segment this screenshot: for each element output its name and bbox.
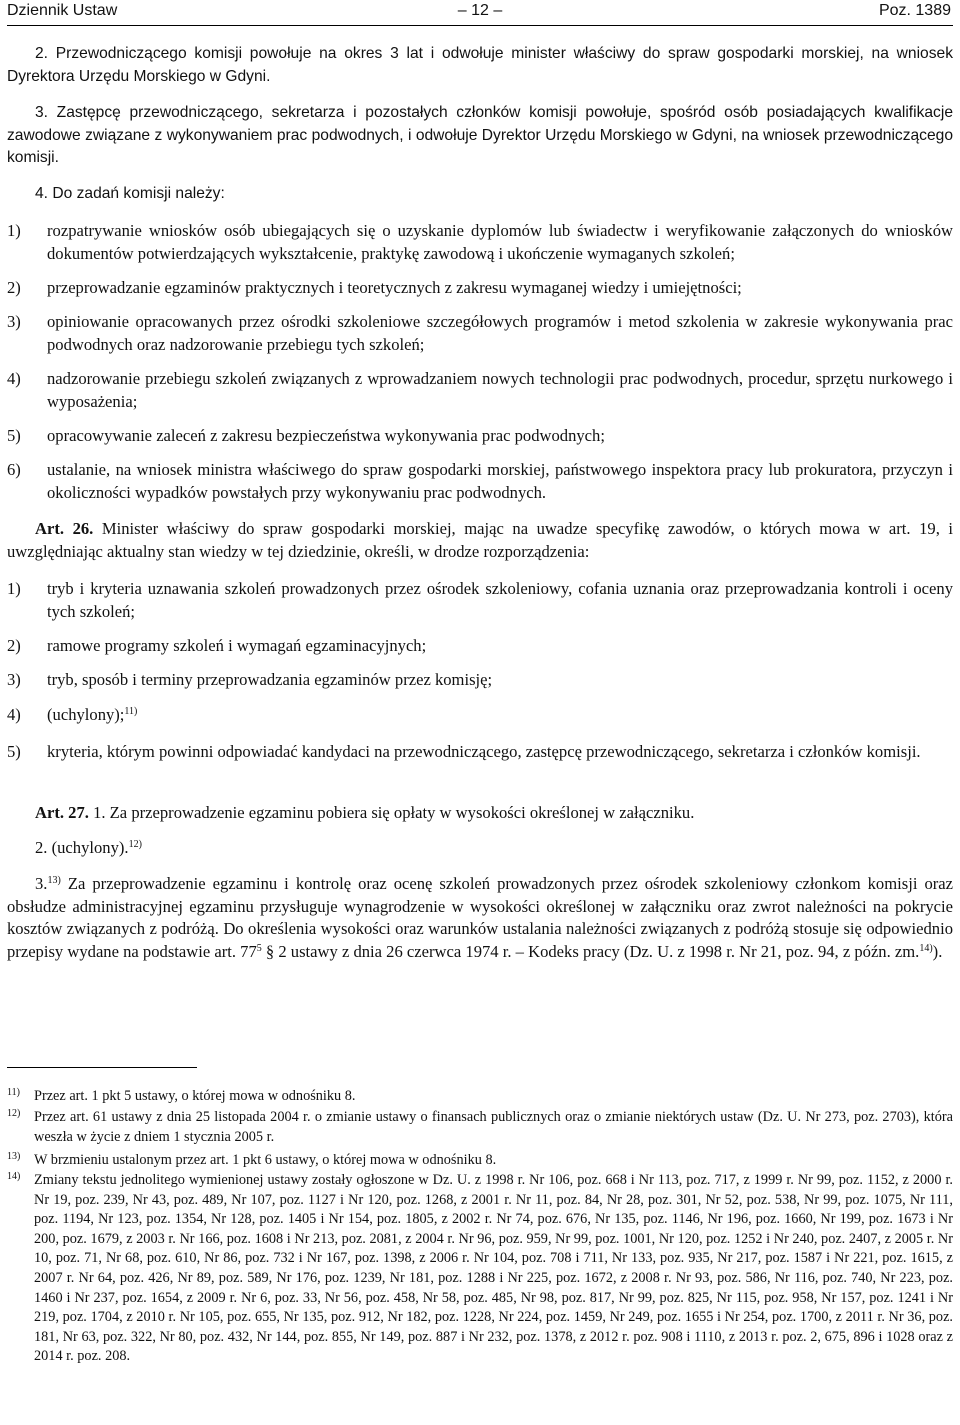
footnote-separator: [7, 1067, 197, 1068]
list-text: przeprowadzanie egzaminów praktycznych i teoretycznych z zakresu wymaganej wiedzy i umiejętności;: [47, 278, 742, 297]
list-item: [7, 669, 953, 692]
list-text: (uchylony);: [47, 705, 125, 724]
paragraph-text-cont: § 2 ustawy z dnia 26 czerwca 1974 r. – Kodeks pracy (Dz. U. z 1998 r. Nr 21, poz. 94, z późn. zm.: [261, 941, 920, 961]
footnote: [7, 1087, 953, 1107]
list-item: [7, 368, 953, 413]
article-label: Art. 26.: [35, 519, 94, 538]
list-text: ramowe programy szkoleń i wymagań egzaminacyjnych;: [47, 636, 427, 655]
footnote-mark: 11): [7, 1087, 20, 1098]
list-text: rozpatrywanie wniosków osób ubiegających się o uzyskanie dyplomów lub świadectw i weryfikowanie załączonych do wniosków dokumentów potwierdzających wykształcenie, praktykę zawodową i ukończenie wymaganych szkoleń;: [47, 221, 953, 263]
footnote-ref: 14): [919, 942, 933, 954]
list-number: 5): [7, 426, 21, 445]
position-number: Poz. 1389: [878, 2, 951, 19]
list-number: 5): [7, 742, 21, 761]
footnote-mark: 13): [7, 1151, 21, 1162]
list-number: 2): [7, 636, 21, 655]
paragraph-3: 3. Zastępcę przewodniczącego, sekretarza i pozostałych członków komisji powołuje, spośród osób posiadających kwalifikacje zawodowe związane z wykonywaniem prac podwodnych, i odwołuje Dyrektor Urzędu Morskiego w Gdyni, na wniosek przewodniczącego komisji.: [7, 104, 953, 167]
list-item: [7, 578, 953, 623]
list-text: opracowywanie zaleceń z zakresu bezpieczeństwa wykonywania prac podwodnych;: [47, 426, 605, 445]
list-text: tryb i kryteria uznawania szkoleń prowadzonych przez ośrodek szkoleniowy, cofania uznania oraz przeprowadzania kontroli i oceny tych szkoleń;: [47, 579, 953, 621]
article-26: [7, 518, 953, 563]
footnote: [7, 1108, 953, 1147]
footnote-mark: 12): [7, 1108, 21, 1119]
footnote-text: Zmiany tekstu jednolitego wymienionej ustawy zostały ogłoszone w Dz. U. z 1998 r. Nr 106, poz. 668 i Nr 113, poz. 717, z 1999 r. Nr 99, poz. 1152, z 2000 r. Nr 19, poz. 239, Nr 43, poz. 489, Nr 107, poz. 1127 i Nr 120, poz. 1268, z 2001 r. Nr 11, poz. 84, Nr 28, poz. 301, Nr 52, poz. 538, Nr 99, poz. 1075, Nr 111, poz. 1194, Nr 123, poz. 1354, Nr 128, poz. 1405 i Nr 154, poz. 1805, z 2002 r. Nr 74, poz. 676, Nr 135, poz. 1146, Nr 196, poz. 1660, Nr 199, poz. 1673 i Nr 200, poz. 1679, z 2003 r. Nr 166, poz. 1608 i Nr 213, poz. 2081, z 2004 r. Nr 96, poz. 959, Nr 99, poz. 1001, Nr 120, poz. 1252 i Nr 240, poz. 2407, z 2005 r. Nr 10, poz. 71, Nr 68, poz. 610, Nr 86, poz. 732 i Nr 167, poz. 1398, z 2006 r. Nr 104, poz. 708 i 711, Nr 133, poz. 935, Nr 217, poz. 1587 i Nr 221, poz. 1615, z 2007 r. Nr 64, poz. 426, Nr 89, poz. 589, Nr 176, poz. 1239, Nr 181, poz. 1288 i Nr 225, poz. 1672, z 2008 r. Nr 93, poz. 586, Nr 116, poz. 740, Nr 223, poz. 1460 i Nr 237, poz. 1654, z 2009 r. Nr 6, poz. 33, Nr 56, poz. 458, Nr 58, poz. 485, Nr 98, poz. 817, Nr 99, poz. 825, Nr 115, poz. 958, Nr 157, poz. 1241 i Nr 219, poz. 1704, z 2010 r. Nr 105, poz. 655, Nr 135, poz. 912, Nr 182, poz. 1228, Nr 224, poz. 1459, Nr 249, poz. 1655 i Nr 254, poz. 1700, z 2011 r. Nr 36, poz. 181, Nr 63, poz. 322, Nr 80, poz. 432, Nr 144, poz. 855, Nr 149, poz. 887 i Nr 232, poz. 1378, z 2012 r. poz. 908 i 1110, z 2013 r. poz. 2, 675, 896 i 1028 oraz z 2014 r. poz. 208.: [34, 1172, 953, 1365]
list-number: 2): [7, 278, 21, 297]
list-text: kryteria, którym powinni odpowiadać kandydaci na przewodniczącego, zastępcę przewodniczącego, sekretarza i członków komisji.: [47, 742, 921, 761]
list-item: [7, 704, 953, 727]
article-27: [7, 802, 953, 825]
list-item: [7, 220, 953, 265]
list-number: 4): [7, 369, 21, 388]
article-text: 1. Za przeprowadzenie egzaminu pobiera się opłaty w wysokości określonej w załączniku.: [88, 803, 695, 822]
article-27-paragraph-2: [7, 837, 953, 860]
footnote-mark: 14): [7, 1171, 21, 1182]
footnote: [7, 1151, 953, 1171]
list-text: tryb, sposób i terminy przeprowadzania egzaminów przez komisję;: [47, 670, 493, 689]
list-number: 4): [7, 705, 21, 724]
article-text: Minister właściwy do spraw gospodarki morskiej, mając na uwadze specyfikę zawodów, o których mowa w art. 19, i uwzględniając aktualny stan wiedzy w tej dziedzinie, określi, w drodze rozporządzenia:: [7, 519, 954, 561]
list-number: 6): [7, 460, 21, 479]
footnote-ref: 12): [128, 839, 142, 850]
list-text: opiniowanie opracowanych przez ośrodki szkoleniowe szczegółowych programów i metod szkolenia w zakresie wykonywania prac podwodnych oraz nadzorowanie przebiegu tych szkoleń;: [47, 312, 953, 354]
footnote-ref: 11): [124, 706, 138, 717]
list-text: ustalanie, na wniosek ministra właściwego do spraw gospodarki morskiej, państwowego inspektora pracy lub prokuratora, przyczyn i okoliczności wypadków powstałych przy wykonywaniu prac podwodnych.: [47, 460, 953, 502]
page-number: – 12 –: [457, 2, 503, 19]
list-item: [7, 741, 953, 764]
article-label: Art. 27.: [35, 803, 89, 822]
paragraph-2: 2. Przewodniczącego komisji powołuje na okres 3 lat i odwołuje minister właściwy do spraw gospodarki morskiej, na wniosek Dyrektora Urzędu Morskiego w Gdyni.: [7, 45, 953, 85]
list-item: [7, 459, 953, 504]
paragraph-number: 3.: [35, 874, 48, 893]
list-item: [7, 311, 953, 356]
paragraph-text: 2. (uchylony).: [35, 838, 129, 857]
list-item: [7, 635, 953, 658]
footnote-text: W brzmieniu ustalonym przez art. 1 pkt 6 ustawy, o której mowa w odnośniku 8.: [34, 1152, 497, 1168]
paragraph-text-end: ).: [932, 941, 943, 961]
superscript-index: 5: [256, 942, 262, 954]
footnote-text: Przez art. 1 pkt 5 ustawy, o której mowa w odnośniku 8.: [34, 1088, 356, 1104]
paragraph-4: 4. Do zadań komisji należy:: [35, 185, 225, 202]
list-text: nadzorowanie przebiegu szkoleń związanych z wprowadzaniem nowych technologii prac podwodnych, procedur, sprzętu nurkowego i wyposażenia;: [47, 369, 953, 411]
journal-title: Dziennik Ustaw: [7, 2, 118, 19]
paragraph-text: Za przeprowadzenie egzaminu i kontrolę oraz ocenę szkoleń prowadzonych przez ośrodek szkoleniowy członkom komisji oraz obsłudze administracyjnej egzaminu przysługuje wynagrodzenie w wysokości określonej w załączniku oraz zwrot należności na pokrycie kosztów związanych z podróżą. Do określenia wysokości oraz warunków ustalania należności związanych z podróżą stosuje się odpowiednio przepisy wydane na podstawie art. 77: [7, 874, 953, 961]
header-rule: [7, 25, 953, 26]
list-number: 1): [7, 221, 21, 240]
footnote: [7, 1171, 953, 1367]
list-item: [7, 277, 953, 300]
footnote-ref: 13): [47, 875, 61, 886]
list-item: [7, 425, 953, 448]
article-27-paragraph-3: [7, 873, 953, 963]
list-number: 1): [7, 579, 21, 598]
footnote-text: Przez art. 61 ustawy z dnia 25 listopada 2004 r. o zmianie ustawy o finansach publicznych oraz o zmianie niektórych ustaw (Dz. U. Nr 273, poz. 2703), która weszła w życie z dniem 1 stycznia 2005 r.: [34, 1109, 953, 1145]
list-number: 3): [7, 312, 21, 331]
list-number: 3): [7, 670, 21, 689]
